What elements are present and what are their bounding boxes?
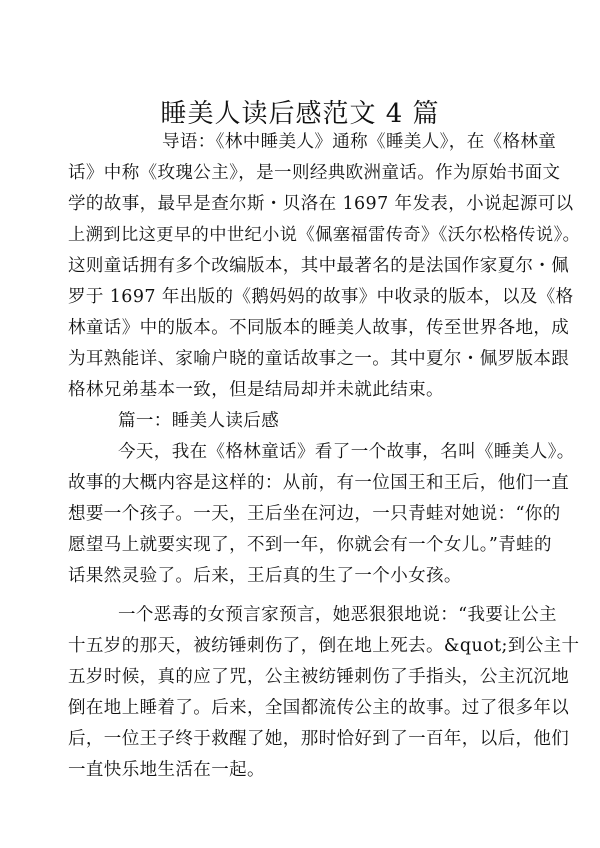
text-line: 罗于 1697 年出版的《鹅妈妈的故事》中收录的版本，以及《格 (68, 287, 574, 307)
text-line: 林童话》中的版本。不同版本的睡美人故事，传至世界各地，成 (68, 318, 570, 338)
page-title: 睡美人读后感范文 4 篇 (160, 99, 440, 130)
text-line: 话》中称《玫瑰公主》，是一则经典欧洲童话。作为原始书面文 (68, 163, 561, 183)
text-line: 上溯到比这更早的中世纪小说《佩塞福雷传奇》《沃尔松格传说》。 (68, 225, 581, 245)
text-line: 一个恶毒的女预言家预言，她恶狠狠地说：“我要让公主 (118, 605, 557, 625)
text-line: 故事的大概内容是这样的：从前，有一位国王和王后，他们一直 (68, 473, 570, 493)
text-line: 后，一位王子终于救醒了她，那时恰好到了一百年，以后，他们 (68, 729, 570, 749)
text-line: 学的故事，最早是查尔斯・贝洛在 1697 年发表，小说起源可以 (68, 194, 574, 214)
text-line: 一直快乐地生活在一起。 (68, 760, 265, 780)
text-line: 五岁时候，真的应了咒，公主被纺锤刺伤了手指头，公主沉沉地 (68, 667, 570, 687)
text-line: 这则童话拥有多个改编版本，其中最著名的是法国作家夏尔・佩 (68, 256, 570, 276)
text-line: 话果然灵验了。后来，王后真的生了一个小女孩。 (68, 566, 462, 586)
text-line: 倒在地上睡着了。后来，全国都流传公主的故事。过了很多年以 (68, 698, 570, 718)
section-heading: 篇一：睡美人读后感 (118, 411, 280, 431)
text-line: 为耳熟能详、家喻户晓的童话故事之一。其中夏尔・佩罗版本跟 (68, 349, 570, 369)
text-line: 今天，我在《格林童话》看了一个故事，名叫《睡美人》。 (118, 442, 575, 462)
text-line: 想要一个孩子。一天，王后坐在河边，一只青蛙对她说：“你的 (68, 504, 561, 524)
text-line: 格林兄弟基本一致，但是结局却并未就此结束。 (68, 380, 444, 400)
text-line: 十五岁的那天，被纺锤刺伤了，倒在地上死去。&quot;到公主十 (68, 636, 580, 656)
text-line: 愿望马上就要实现了，不到一年，你就会有一个女儿。”青蛙的 (68, 535, 552, 555)
text-line: 导语：《林中睡美人》通称《睡美人》，在《格林童 (162, 132, 557, 152)
